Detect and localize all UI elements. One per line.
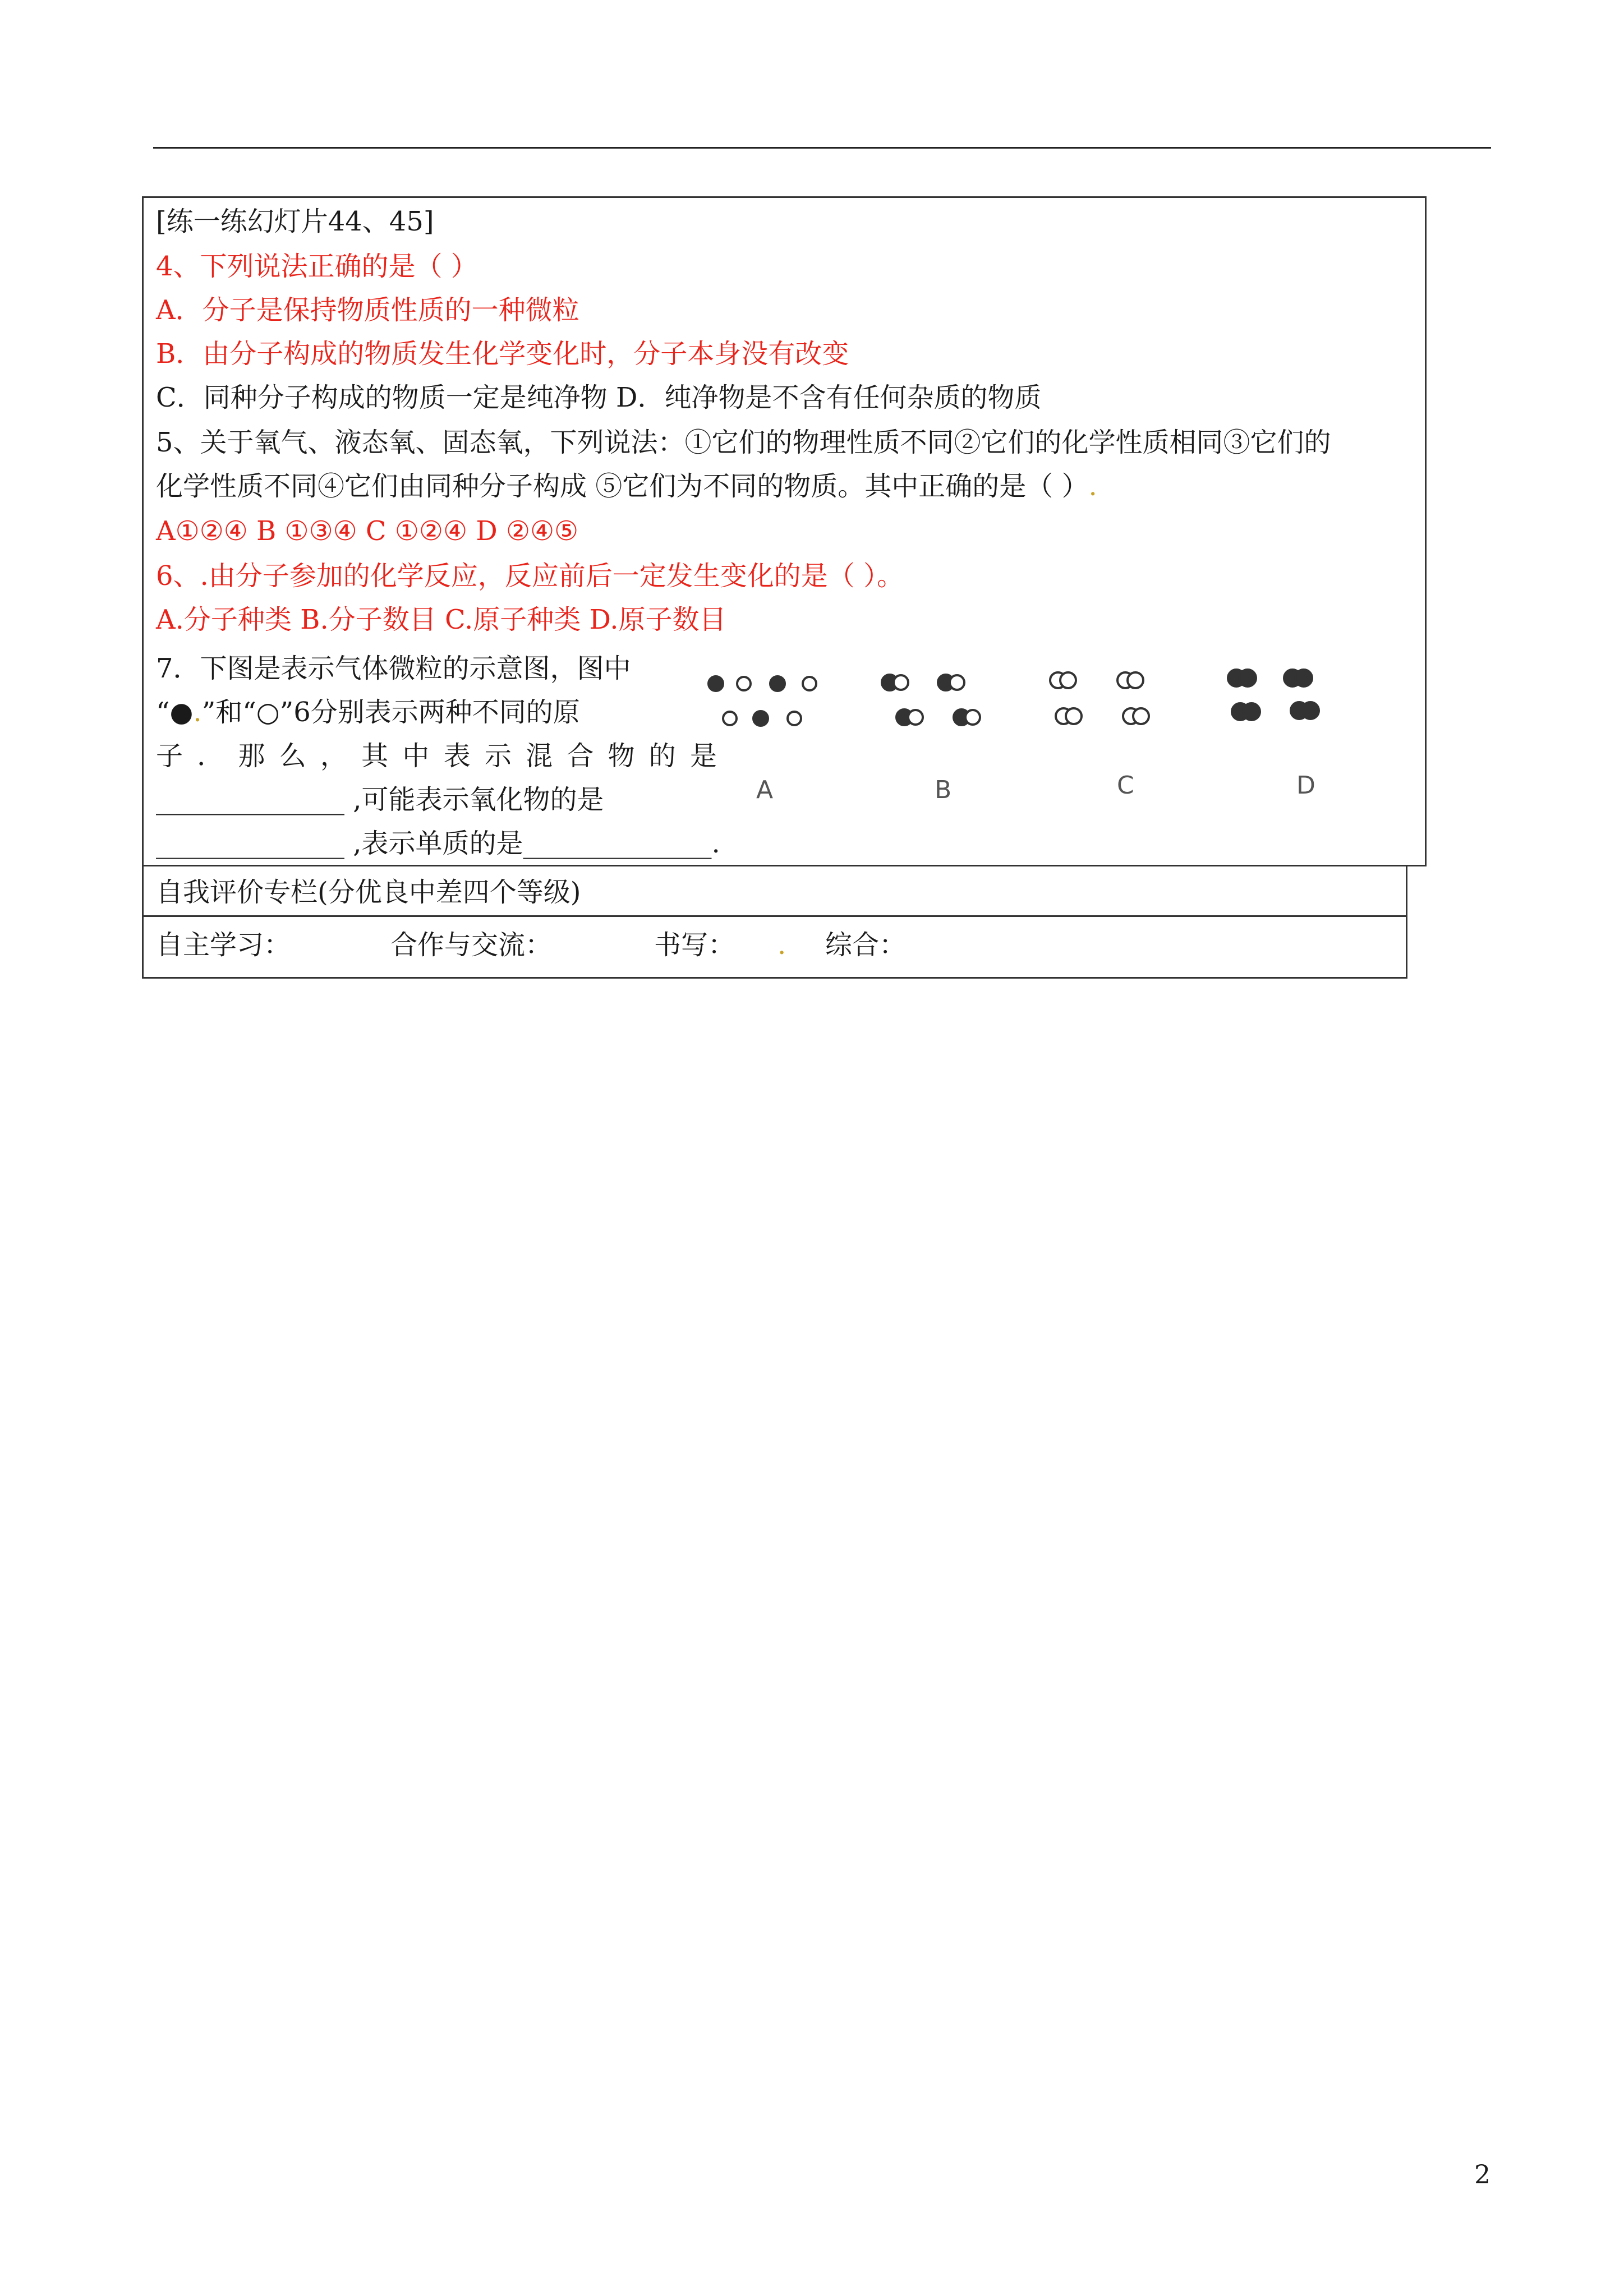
particle-figure: [705, 663, 1322, 832]
label-d: D: [1296, 771, 1315, 800]
eval-title-row: [144, 866, 1406, 917]
particle-diagram: [705, 663, 1322, 832]
exercise-box: [142, 196, 1427, 866]
page-number: 2: [1474, 2159, 1491, 2189]
diagram-a: [709, 676, 816, 726]
q7-text: [156, 647, 720, 865]
q5-line1: 5、关于氧气、液态氧、固态氧，下列说法：①它们的物理性质不同②它们的化学性质相同③它们的: [156, 427, 1331, 458]
eval-self-study: 自主学习：: [156, 929, 291, 961]
label-a: A: [756, 776, 774, 804]
q7-line1: 7．下图是表示气体微粒的示意图，图中: [156, 653, 631, 684]
eval-title: 自我评价专栏(分优良中差四个等级): [156, 877, 581, 908]
q4-stem: 4、下列说法正确的是（ ）: [156, 251, 478, 282]
q5-line2: [156, 469, 1097, 503]
exercise-title: [练一练幻灯片44、45]: [156, 206, 434, 237]
q4-option-b: B．由分子构成的物质发生化学变化时，分子本身没有改变: [156, 338, 849, 370]
eval-overall: 综合：: [825, 929, 907, 961]
header-rule: [153, 147, 1491, 149]
q4-option-a: A．分子是保持物质性质的一种微粒: [156, 294, 579, 326]
diagram-b: [882, 675, 980, 725]
q7-line4: ______________ ,可能表示氧化物的是: [156, 784, 604, 815]
diagram-d: [1228, 670, 1319, 720]
q6-options: A.分子种类 B.分子数目 C.原子种类 D.原子数目: [156, 604, 726, 635]
q7-line5: ______________ ,表示单质的是______________.: [156, 828, 720, 859]
q5-line2-dot: .: [1088, 471, 1097, 502]
q7-line3: 子．那么，其中表示混合物的是: [156, 740, 717, 772]
q7-line2-dot: .: [193, 697, 202, 728]
eval-writing-dot: .: [778, 929, 786, 961]
eval-writing: 书写：: [654, 929, 735, 961]
q5-line2-text: 化学性质不同④它们由同种分子构成 ⑤它们为不同的物质。其中正确的是（ ）: [156, 471, 1089, 502]
label-b: B: [935, 776, 952, 804]
eval-cooperation: 合作与交流：: [390, 929, 553, 961]
self-evaluation-table: [142, 866, 1407, 979]
q5-options: A①②④ B ①③④ C ①②④ D ②④⑤: [156, 515, 579, 547]
q4-option-cd: C．同种分子构成的物质一定是纯净物 D．纯净物是不含有任何杂质的物质: [156, 382, 1042, 413]
label-c: C: [1117, 771, 1134, 800]
q6-stem: 6、.由分子参加的化学反应，反应前后一定发生变化的是（ ）。: [156, 560, 904, 592]
q7-line2-post: ”和“○”6分别表示两种不同的原: [201, 697, 580, 728]
diagram-c: [1050, 672, 1149, 724]
q7-line2-pre: “●: [156, 697, 194, 728]
q7-line2: [156, 690, 717, 734]
